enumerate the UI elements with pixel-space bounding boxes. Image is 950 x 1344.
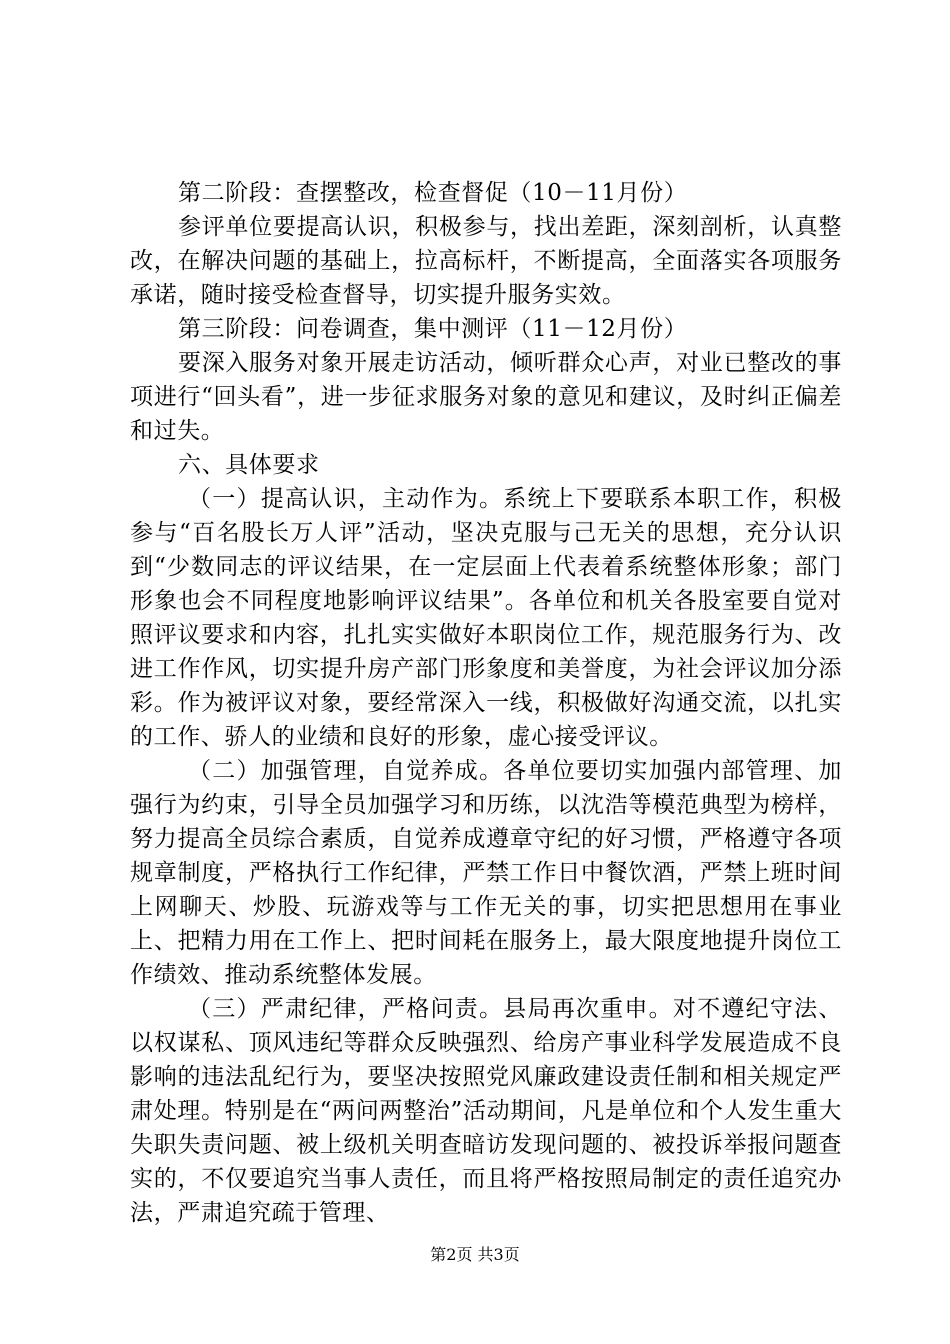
requirement-two-paragraph: （二）加强管理，自觉养成。各单位要切实加强内部管理、加强行为约束，引导全员加强学习和历练，以沈浩等模范典型为榜样，努力提高全员综合素质，自觉养成遵章守纪的好习惯，严格遵守各项规章制度，严格执行工作纪律，严禁工作日中餐饮酒，严禁上班时间上网聊天、炒股、玩游戏等与工作无关的事，切实把思想用在事业上、把精力用在工作上、把时间耗在服务上，最大限度地提升岗位工作绩效、推动系统整体发展。: [130, 758, 842, 988]
requirement-one-paragraph: （一）提高认识，主动作为。系统上下要联系本职工作，积极参与“百名股长万人评”活动，坚决克服与己无关的思想，充分认识到“少数同志的评议结果，在一定层面上代表着系统整体形象；部门形象也会不同程度地影响评议结果”。各单位和机关各股室要自觉对照评议要求和内容，扎扎实实做好本职岗位工作，规范服务行为、改进工作作风，切实提升房产部门形象度和美誉度，为社会评议加分添彩。作为被评议对象，要经常深入一线，积极做好沟通交流，以扎实的工作、骄人的业绩和良好的形象，虚心接受评议。: [130, 486, 842, 750]
requirement-three-paragraph: （三）严肃纪律，严格问责。县局再次重申。对不遵纪守法、以权谋私、顶风违纪等群众反映强烈、给房产事业科学发展造成不良影响的违法乱纪行为，要坚决按照党风廉政建设责任制和相关规定严肃处理。特别是在“两问两整治”活动期间，凡是单位和个人发生重大失职失责问题、被上级机关明查暗访发现问题的、被投诉举报问题查实的，不仅要追究当事人责任，而且将严格按照局制定的责任追究办法，严肃追究疏于管理、: [130, 996, 842, 1226]
document-body: [130, 176, 842, 1230]
stage-three-paragraph: 要深入服务对象开展走访活动，倾听群众心声，对业已整改的事项进行“回头看”，进一步征求服务对象的意见和建议，及时纠正偏差和过失。: [130, 350, 842, 444]
stage-two-paragraph: 参评单位要提高认识，积极参与，找出差距，深刻剖析，认真整改，在解决问题的基础上，拉高标杆，不断提高，全面落实各项服务承诺，随时接受检查督导，切实提升服务实效。: [130, 214, 842, 308]
page-number-label: 第2页 共3页: [430, 1245, 520, 1264]
stage-three-heading: 第三阶段：问卷调查，集中测评（11－12月份）: [178, 316, 688, 342]
page-footer: [0, 1244, 950, 1266]
stage-two-heading: 第二阶段：查摆整改，检查督促（10－11月份）: [178, 180, 688, 206]
section-six-heading: 六、具体要求: [178, 452, 320, 478]
